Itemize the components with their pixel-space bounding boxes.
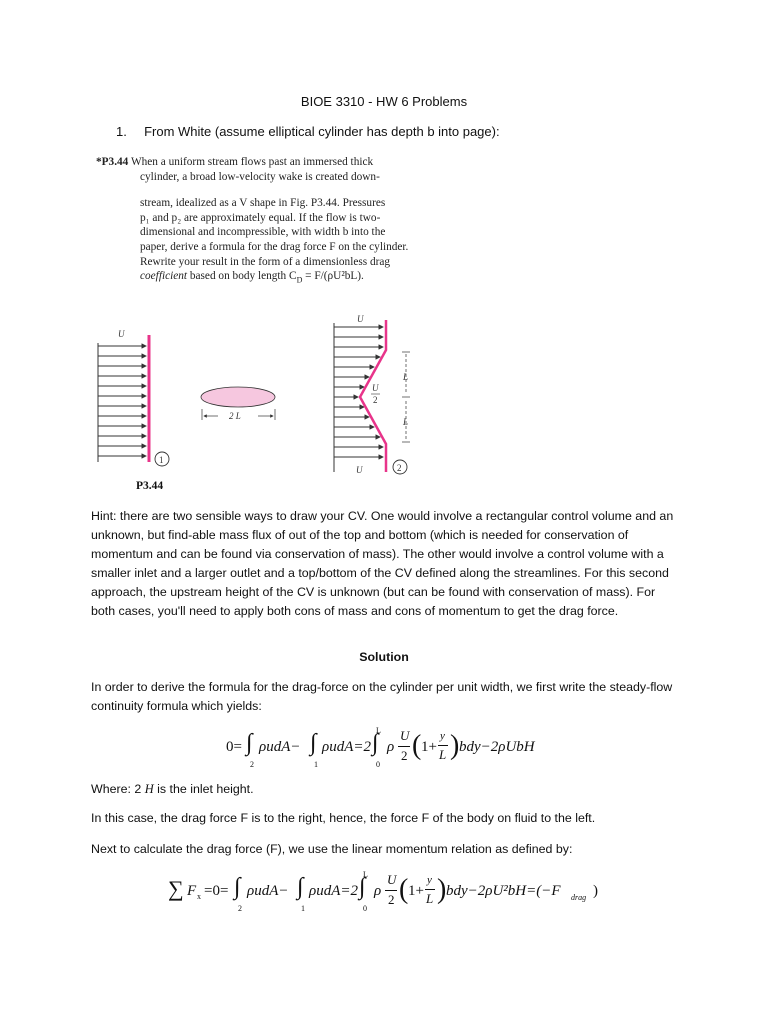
label-l-top: L [403, 372, 409, 382]
left-paren: ( [412, 730, 422, 761]
integral-sign: ∫ [297, 874, 304, 900]
elliptical-cylinder [201, 387, 275, 421]
eq2-term: ρudA− [247, 883, 289, 899]
cd-subscript: D [296, 275, 303, 285]
section-2-label: 2 [397, 463, 402, 473]
problem-line: Rewrite your result in the form of a dimensionless drag [140, 255, 391, 268]
integral-sign: ∫ [359, 874, 366, 900]
coefficient-text: based on body length C [189, 270, 297, 283]
problem-line [96, 269, 414, 288]
left-paren: ( [399, 874, 409, 905]
right-paren: ) [450, 730, 460, 761]
label-u-top: U [357, 314, 364, 324]
eq1-tail: bdy−2ρUbH [459, 739, 535, 755]
hint-paragraph: Hint: there are two sensible ways to draw your CV. One would involve a rectangular control volume and an unknown, but find-able mass flux of out of the top and bottom (which is needed for conservation of momentum and can be found via conservation of mass). The other would involve a control volume with a smaller inlet and a larger outlet and a top/bottom of the CV defined along the streamlines. For this second approach, the upstream height of the CV is unknown (but can be found with conservation of mass). For both cases, you'll need to apply both cons of mass and cons of momentum to get the drag force. [91, 509, 674, 618]
figure-p344 [90, 310, 430, 480]
eq2-int-sup: L [363, 870, 368, 879]
eq2-frac-num: U [387, 872, 397, 887]
continuity-equation [226, 726, 586, 772]
length-2l-label: 2 L [229, 411, 241, 421]
eq2-fx-sub: x [197, 892, 201, 901]
eq2-int-sub: 1 [301, 904, 305, 913]
eq1-y-num: y [440, 730, 445, 742]
section-1-label: 1 [159, 455, 164, 465]
where-text: Where: 2 [91, 782, 142, 796]
eq1-term: ρudA− [259, 739, 301, 755]
eq1-int-sub: 2 [250, 760, 254, 769]
integral-sign: ∫ [234, 874, 241, 900]
problem-statement [96, 155, 414, 288]
eq1-int-sub: 0 [376, 760, 380, 769]
label-l-bottom: L [403, 417, 409, 427]
coefficient-word: coefficient [140, 270, 188, 283]
eq2-fx: F [187, 883, 197, 899]
where-rest: is the inlet height. [153, 782, 254, 796]
eq2-one-plus: 1+ [408, 883, 424, 899]
problem-line: When a uniform stream flows past an immersed thick [130, 156, 374, 168]
integral-sign: ∫ [246, 730, 253, 756]
eq2-int-sub: 2 [238, 904, 242, 913]
label-u: U [118, 329, 125, 339]
problem-line: dimensional and incompressible, with width b into the [140, 226, 386, 239]
label-u-bottom: U [356, 465, 363, 475]
eq1-frac-num: U [400, 728, 410, 743]
cd-formula: = F/(ρU²bL). [302, 270, 364, 283]
solution-intro: In order to derive the formula for the drag-force on the cylinder per unit width, we first write the steady-flow continuity formula which yields: [91, 680, 673, 713]
label-u-half-den: 2 [373, 395, 378, 405]
problem-line: cylinder, a broad low-velocity wake is created down- [140, 170, 380, 183]
right-paren: ) [437, 874, 447, 905]
eq1-rho: ρ [387, 739, 395, 755]
fraction-bar [438, 745, 448, 746]
eq1-one-plus: 1+ [421, 739, 437, 755]
fraction-bar [425, 889, 435, 890]
eq2-int-sub: 0 [363, 904, 367, 913]
solution-heading: Solution [359, 650, 409, 664]
where-line [91, 780, 681, 799]
eq2-frac-den: 2 [388, 892, 395, 907]
problem-line: stream, idealized as a V shape in Fig. P3.44. Pressures [140, 197, 386, 210]
eq2-close: ) [593, 883, 598, 899]
question-number: 1. [116, 124, 127, 139]
problem-number: *P3.44 [96, 156, 129, 168]
figure-label: P3.44 [136, 480, 164, 492]
sum-symbol: ∑ [168, 876, 184, 901]
eq1-frac-den: 2 [401, 748, 408, 763]
integral-sign: ∫ [310, 730, 317, 756]
eq2-term: ρudA=2 [309, 883, 358, 899]
fraction-bar [385, 890, 397, 891]
eq2-rho: ρ [374, 883, 382, 899]
eq1-int-sup: L [376, 726, 381, 735]
eq2-drag-sub: drag [571, 893, 587, 902]
eq2-tail: bdy−2ρU²bH=(−F [446, 883, 561, 899]
eq2-eq0: =0= [204, 883, 229, 899]
problem-line: paper, derive a formula for the drag force F on the cylinder. [140, 240, 409, 253]
eq1-lhs: 0= [226, 739, 242, 755]
question-text: From White (assume elliptical cylinder has depth b into page): [144, 124, 500, 139]
label-u-half-num: U [372, 383, 379, 393]
eq1-term: ρudA=2 [322, 739, 371, 755]
integral-sign: ∫ [372, 730, 379, 756]
momentum-intro: Next to calculate the drag force (F), we use the linear momentum relation as defined by: [91, 842, 573, 856]
drag-direction: In this case, the drag force F is to the right, hence, the force F of the body on fluid to the left. [91, 811, 596, 825]
eq2-y-den: L [426, 891, 434, 906]
problem-line: p₁ and p₂ are approximately equal. If the flow is two- [140, 211, 381, 224]
question-1 [116, 124, 500, 139]
where-h: H [144, 782, 154, 796]
document-title: BIOE 3310 - HW 6 Problems [300, 94, 468, 109]
inlet-velocity-profile [98, 329, 169, 466]
eq1-int-sub: 1 [314, 760, 318, 769]
momentum-equation [168, 870, 628, 920]
fraction-bar [398, 746, 410, 747]
eq2-y-num: y [427, 874, 432, 886]
outlet-velocity-profile [334, 314, 410, 475]
eq1-y-den: L [439, 747, 447, 762]
